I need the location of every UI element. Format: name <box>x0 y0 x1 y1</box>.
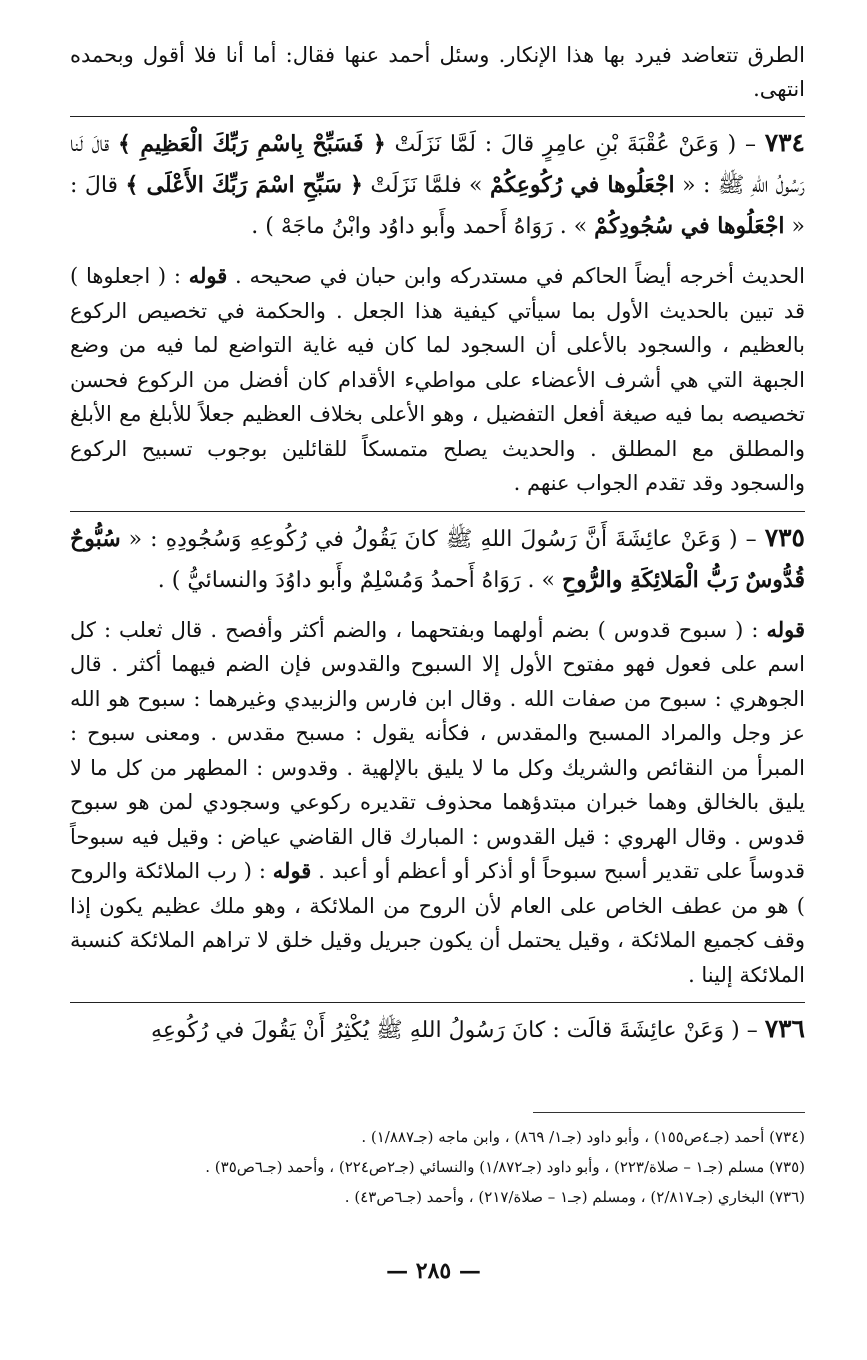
commentary-text: الحديث أخرجه أيضاً الحاكم في مستدركه وابن حبان في صحيحه . <box>227 264 806 288</box>
hadith-text: » . رَوَاهُ أَحمدُ وَمُسْلِمٌ وأَبو داوُدَ والنسائيُّ ) . <box>157 567 562 593</box>
hadith-number: ٧٣٥ <box>764 522 805 552</box>
footnote-734: (٧٣٤) أحمد (جـ٤ص١٥٥) ، وأبو داود (جـ١/ ٨٦٩) ، وابن ماجه (جـ١/٨٨٧) . <box>361 1128 805 1146</box>
commentary-text: : ( اجعلوها ) قد تبين بالحديث الأول بما سيأتي كيفية هذا الجعل . والحكمة في تخصيص الركوع بالعظيم ، والسجود بالأعلى أن السجود لما كان فيه غاية التواضع لما فيه من وضع الجبهة التي هي أشرف الأعضاء على مواطيء الأقدام كان أفضل من الركوع فحسن تخصيصه بما فيه صيغة أفعل التفضيل ، وهو الأعلى بخلاف العظيم جعلاً للأبلغ مع الأبلغ والمطلق مع المطلق . والحديث يصلح متمسكاً للقائلين بوجوب تسبيح الركوع والسجود وقد تقدم الجواب عنهم . <box>70 264 805 495</box>
footnotes <box>40 1122 805 1212</box>
hadith-text: – ( وَعَنْ عائِشَةَ قالَت : كانَ رَسُولُ اللهِ ﷺ يُكْثِرُ أَنْ يَقُولَ في رُكُوعِهِ <box>151 1018 765 1043</box>
commentary-text: : ( رب الملائكة والروح ) هو من عطف الخاص على العام لأن الروح من الملائكة ، وهو ملك عظيم يكون إذا وقف كجميع الملائكة ، وقيل يحتمل أن يكون جبريل وقيل خلق لا تراهم الملائكة كنسبة الملائكة إلينا . <box>70 859 805 987</box>
quran-quote: ﴿ فَسَبِّحْ بِاسْمِ رَبِّكَ الْعَظِيمِ ﴾ <box>118 131 386 157</box>
commentary-734 <box>70 259 805 501</box>
hadith-735 <box>70 518 805 601</box>
hadith-text: – ( وَعَنْ عائِشَةَ أَنَّ رَسُولَ اللهِ ﷺ كانَ يَقُولُ في رُكُوعِهِ وَسُجُودِهِ : « <box>120 526 765 552</box>
intro-text: الطرق تتعاضد فيرد بها هذا الإنكار. وسئل أحمد عنها فقال: أما أنا فلا أقول وبحمده انتهى. <box>70 43 805 101</box>
footnote-735: (٧٣٥) مسلم (جـ١ – صلاة/٢٢٣) ، وأبو داود (جـ١/٨٧٢) والنسائي (جـ٢ص٢٢٤) ، وأحمد (جـ٦ص٣٥) . <box>205 1158 805 1176</box>
hadith-text: – ( وَعَنْ عُقْبَةَ بْنِ عامِرٍ قالَ : لَمَّا نَزَلَتْ <box>385 132 765 157</box>
hadith-text: » فلمَّا نَزَلَتْ <box>362 173 490 198</box>
prophet-quote: سُبُّوحٌ قُدُّوسٌ رَبُّ الْمَلائِكَةِ والرُّوحِ <box>70 525 805 593</box>
hadith-number: ٧٣٤ <box>764 128 805 157</box>
hadith-734 <box>70 123 805 247</box>
hadith-736 <box>70 1009 805 1051</box>
commentary-735 <box>70 613 805 993</box>
prophet-quote: اجْعَلُوها في رُكُوعِكُمْ <box>489 172 675 198</box>
hadith-text: قالَ : « <box>70 173 805 239</box>
qawluhu-keyword: قوله <box>188 263 228 288</box>
footnote-divider <box>533 1112 805 1113</box>
page-number: — ٢٨٥ — <box>386 1258 481 1284</box>
qawluhu-keyword: قوله <box>272 858 312 883</box>
hadith-734-block <box>70 116 805 247</box>
footnote-736: (٧٣٦) البخاري (جـ٢/٨١٧) ، ومسلم (جـ١ – صلاة/٢١٧) ، وأحمد (جـ٦ص٤٣) . <box>344 1188 805 1206</box>
prophet-quote: اجْعَلُوها في سُجُودِكُمْ <box>594 213 785 239</box>
quran-quote: ﴿ سَبِّحِ اسْمَ رَبِّكَ الأَعْلَى ﴾ <box>125 172 363 198</box>
hadith-735-block <box>70 511 805 601</box>
hadith-text: » . رَوَاهُ أَحمد وأَبو داوُد وابْنُ ماجَهْ ) . <box>251 214 595 239</box>
hadith-text: قالَ لَنا رَسُولُ اللهِ ﷺ : « <box>70 132 805 198</box>
qawluhu-keyword: قوله <box>766 616 805 642</box>
commentary-text: : ( سبوح قدوس ) بضم أولهما وبفتحهما ، والضم أكثر وأفصح . قال ثعلب : كل اسم على فعول فهو مفتوح الأول إلا السبوح والقدوس فإن الضم فيهما أكثر . قال الجوهري : سبوح من صفات الله . وقال ابن فارس والزبيدي وغيرهما : سبوح هو الله عز وجل والمراد المسبح والمقدس ، فكأنه يقول : مسبح مقدس . ومعنى سبوح : المبرأ من النقائص والشريك وكل ما لا يليق بالإلهية . وقدوس : المطهر من كل ما لا يليق بالخالق وهما خبران مبتدؤهما محذوف تقديره ركوعي وسجودي لمن هو سبوح قدوس . وقال الهروي : قيل القدوس : المبارك قال القاضي عياض : وقيل فيه سبوحاً قدوساً على تقدير أسبح سبوحاً أو أذكر أو أعظم أو أعبد . <box>70 617 805 883</box>
hadith-736-block <box>70 1002 805 1051</box>
hadith-number: ٧٣٦ <box>764 1014 805 1043</box>
